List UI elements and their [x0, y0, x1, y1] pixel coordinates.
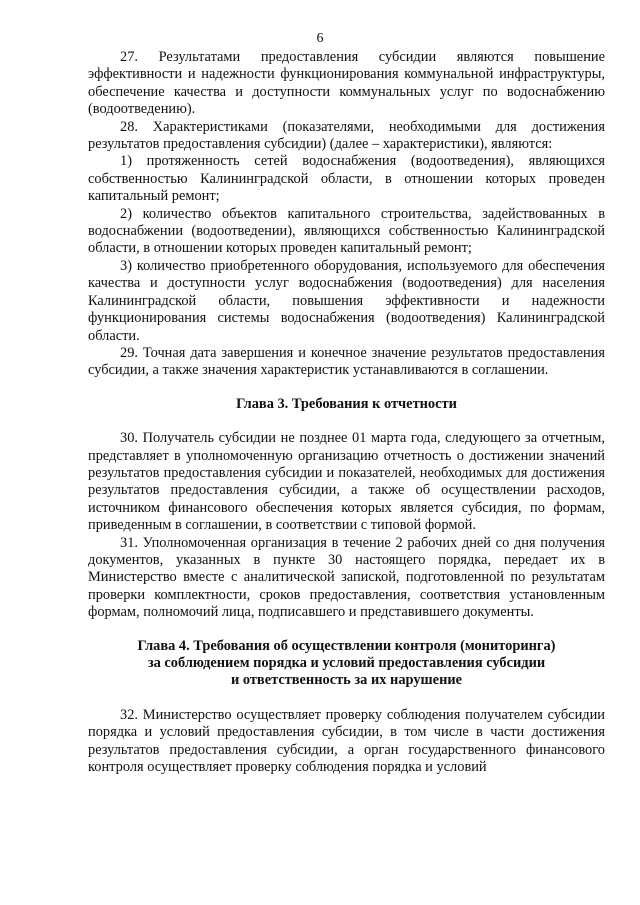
- page-number: 6: [316, 31, 324, 46]
- chapter-4-heading-line-3: и ответственность за их нарушение: [230, 672, 463, 689]
- paragraph-29: 29. Точная дата завершения и конечное значение результатов предоставления субсидии, а также значения характеристик устанавливаются в соглашении.: [88, 344, 605, 379]
- paragraph-28-item-3: 3) количество приобретенного оборудования, используемого для обеспечения качества и доступности услуг водоснабжения (водоотведения) для населения Калининградской области, повышения эффективности и надежности функционирования системы водоснабжения (водоотведения) Калининградской области.: [88, 257, 605, 344]
- chapter-4-heading: [88, 638, 605, 690]
- paragraph-32: 32. Министерство осуществляет проверку соблюдения получателем субсидии порядка и условий предоставления субсидии, в том числе в части достижения результатов предоставления субсидии, а орган государственного финансового контроля осуществляет проверку соблюдения порядка и условий: [88, 706, 605, 776]
- paragraph-31: 31. Уполномоченная организация в течение 2 рабочих дней со дня получения документов, указанных в пункте 30 настоящего порядка, передает их в Министерство вместе с аналитической запиской, подготовленной по результатам проверки комплектности, сроков предоставления, соответствия установленным формам, полномочий лица, подписавшего и представившего документы.: [88, 534, 605, 621]
- paragraph-27: 27. Результатами предоставления субсидии являются повышение эффективности и надежности функционирования коммунальной инфраструктуры, обеспечение качества и доступности коммунальных услуг по водоснабжению (водоотведению).: [88, 49, 605, 118]
- paragraph-28-item-1: 1) протяженность сетей водоснабжения (водоотведения), являющихся собственностью Калининградской области, в отношении которых проведен капитальный ремонт;: [88, 153, 605, 205]
- document-body: [88, 49, 605, 776]
- chapter-3-heading: Глава 3. Требования к отчетности: [236, 395, 457, 412]
- paragraph-30: 30. Получатель субсидии не позднее 01 марта года, следующего за отчетным, представляет в уполномоченную организацию отчетность о достижении значений результатов предоставления субсидии и показателей, необходимых для достижения результатов предоставления субсидии, а также об осуществлении расходов, источником финансового обеспечения которых является субсидия, по формам, приведенным в соглашении, в соответствии с типовой формой.: [88, 430, 605, 534]
- paragraph-28: 28. Характеристиками (показателями, необходимыми для достижения результатов предоставления субсидии) (далее – характеристики), являются:: [88, 118, 605, 153]
- chapter-4-heading-line-1: Глава 4. Требования об осуществлении контроля (мониторинга): [137, 637, 556, 654]
- chapter-4-heading-line-2: за соблюдением порядка и условий предоставления субсидии: [147, 655, 546, 671]
- paragraph-28-item-2: 2) количество объектов капитального строительства, задействованных в водоснабжении (водоотведении), являющихся собственностью Калининградской области, в отношении которых проведен капитальный ремонт;: [88, 205, 605, 257]
